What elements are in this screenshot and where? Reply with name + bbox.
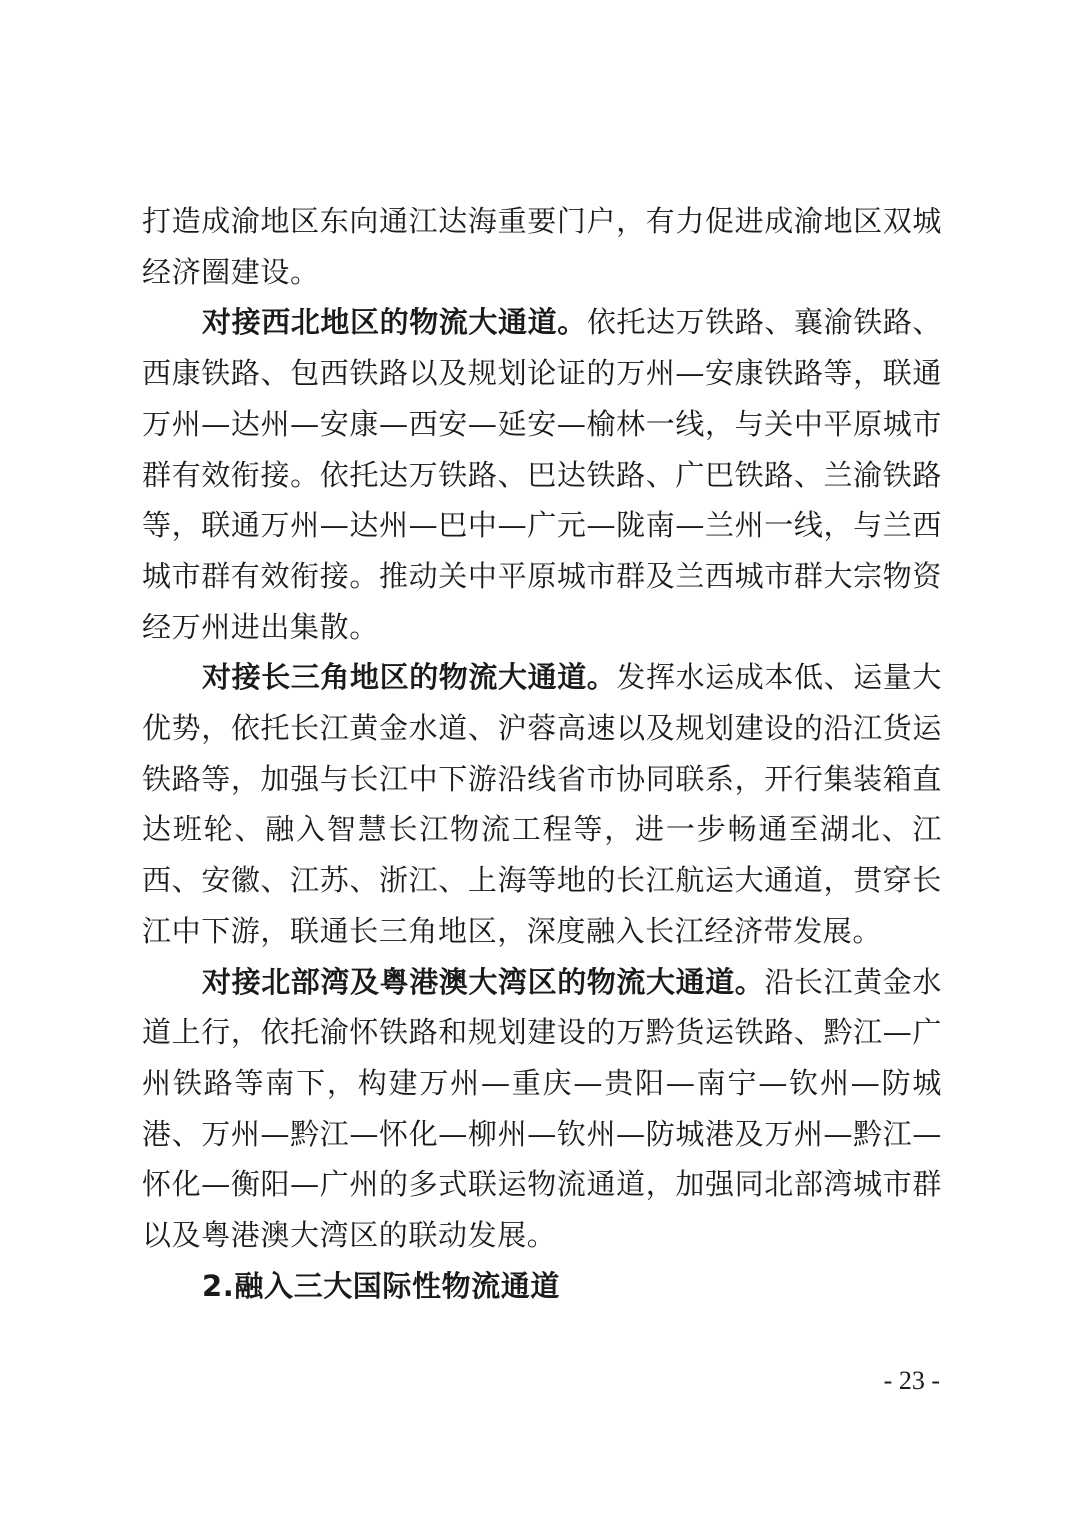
document-body <box>142 196 942 1311</box>
paragraph-2-text: 依托达万铁路、襄渝铁路、西康铁路、包西铁路以及规划论证的万州—安康铁路等，联通万州—达州—安康—西安—延安—榆林一线，与关中平原城市群有效衔接。依托达万铁路、巴达铁路、广巴铁路、兰渝铁路等，联通万州—达州—巴中—广元—陇南—兰州一线，与兰西城市群有效衔接。推动关中平原城市群及兰西城市群大宗物资经万州进出集散。 <box>142 305 943 644</box>
paragraph-3-lead: 对接长三角地区的物流大通道。 <box>202 660 617 695</box>
paragraph-3-text: 发挥水运成本低、运量大优势，依托长江黄金水道、沪蓉高速以及规划建设的沿江货运铁路等，加强与长江中下游沿线省市协同联系，开行集装箱直达班轮、融入智慧长江物流工程等，进一步畅通至湖北、江西、安徽、江苏、浙江、上海等地的长江航运大通道，贯穿长江中下游，联通长三角地区，深度融入长江经济带发展。 <box>142 660 943 948</box>
paragraph-northwest-corridor <box>142 297 942 652</box>
paragraph-beibu-gulf-corridor <box>142 957 942 1261</box>
page-number: - 23 - <box>883 1366 940 1395</box>
paragraph-1-text: 打造成渝地区东向通江达海重要门户，有力促进成渝地区双城经济圈建设。 <box>142 204 942 289</box>
paragraph-yangtze-delta-corridor <box>142 652 942 956</box>
section-subheading: 2.融入三大国际性物流通道 <box>202 1268 560 1303</box>
paragraph-1 <box>142 196 942 297</box>
paragraph-4-lead: 对接北部湾及粤港澳大湾区的物流大通道。 <box>202 964 765 999</box>
paragraph-2-lead: 对接西北地区的物流大通道。 <box>202 305 587 340</box>
paragraph-4-text: 沿长江黄金水道上行，依托渝怀铁路和规划建设的万黔货运铁路、黔江—广州铁路等南下，构建万州—重庆—贵阳—南宁—钦州—防城港、万州—黔江—怀化—柳州—钦州—防城港及万州—黔江—怀化—衡阳—广州的多式联运物流通道，加强同北部湾城市群以及粤港澳大湾区的联动发展。 <box>142 964 943 1253</box>
